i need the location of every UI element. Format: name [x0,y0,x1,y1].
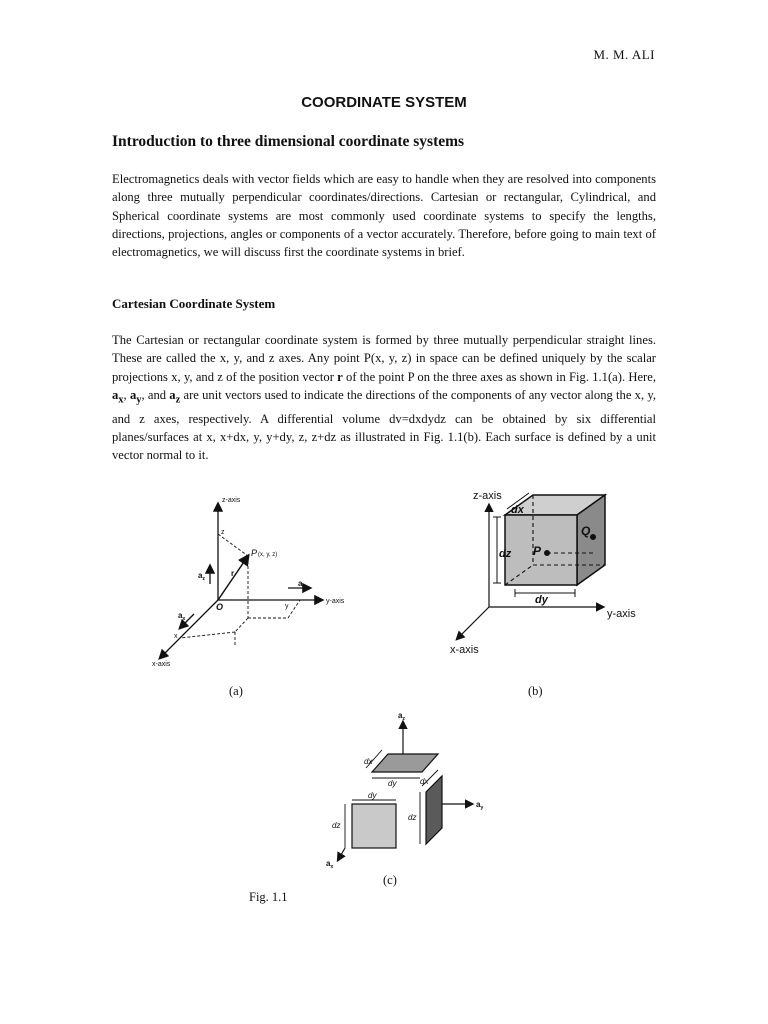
figure-c-caption: (c) [383,873,397,887]
point-P [545,551,550,556]
side-dx-label: dx [420,777,429,786]
text-run: of the point P on the three axes as shown in Fig. 1.1(a). Here, [342,369,656,384]
section-heading-intro: Introduction to three dimensional coordinate systems [112,133,465,150]
z-axis-label: z-axis [473,490,502,502]
origin-label: O [216,602,224,612]
y-axis-label: y-axis [326,598,345,605]
dy-label: dy [535,594,548,606]
ax-label: $a_x$ [326,859,334,870]
x-axis-label: x-axis [152,661,171,668]
figure-a-caption: (a) [229,684,243,698]
P-label: P [533,544,542,558]
ay-label: $a_y$ [476,800,484,811]
ay-label: $a_y$ [298,579,306,590]
unit-vector-az: $a_z$ [169,387,181,406]
ax-label: $a_x$ [178,611,186,622]
unit-vector-ay: $a_y$ [129,387,142,406]
r-label: r [231,569,235,578]
cartesian-paragraph [112,331,656,465]
dx-label: dx [511,504,524,516]
y-tick-label: y [285,603,289,610]
text-run: The Cartesian or rectangular coordinate system is formed by three mutually perpendicular straight lines. These are called the x, y, and z axes. Any point P(x, y, z) in space can be defined uniquely by the scalar projections x, y, and z of the position vector [112,333,656,384]
text-run: , and [141,387,170,402]
intro-paragraph: Electromagnetics deals with vector fields which are easy to handle when they are resolved into components along three mutually perpendicular coordinates/directions. Cartesian or rectangular, Cylindrical, and Spherical coordinate systems are most commonly used coordinate systems to specify the lengths, directions, projections, angles or components of a vector accurately. Therefore, before going to main text of electromagnetics, we will discuss first the coordinate systems in brief. [112,172,656,260]
Q-label: Q [581,524,591,538]
x-tick-label: x [174,633,178,640]
top-surface [372,754,438,772]
front-dz-label: dz [332,821,341,830]
y-axis-label: y-axis [607,608,636,620]
unit-vector-ax: $a_x$ [112,387,124,406]
ax-vector [338,848,345,860]
figure-c-diagram [320,710,500,870]
vector-r: r [337,369,343,384]
author-name: M. M. ALI [593,47,655,62]
z-axis-label: z-axis [222,497,241,504]
x-axis-label: x-axis [450,644,479,656]
side-surface [426,776,442,844]
point-Q [591,535,596,540]
figure-b-diagram [445,485,675,660]
az-label: $a_z$ [398,711,405,722]
x-axis-line [457,607,489,639]
front-surface [352,804,396,848]
dz-label: dz [499,548,512,560]
figure-a-diagram [140,490,370,675]
figure-label: Fig. 1.1 [249,890,288,904]
text-run: , [123,387,130,402]
top-dx-label: dx [364,757,373,766]
point-label: P [251,548,258,558]
top-dy-label: dy [388,779,397,788]
page-title: COORDINATE SYSTEM [301,94,467,111]
text-run: are unit vectors used to indicate the directions of the components of any vector along the x, y, and z axes, respectively. A differential volume dv=dxdydz can be obtained by six differential planes/surfaces at x, x+dx, y, y+dy, z, z+dz as illustrated in Fig. 1.1(b). Each surface is defined by a unit vector normal to it. [112,387,656,463]
figure-b-caption: (b) [528,684,543,698]
section-heading-cartesian: Cartesian Coordinate System [112,296,276,311]
position-vector-r [218,556,248,600]
z-tick-label: z [221,529,225,536]
side-dz-label: dz [408,813,417,822]
point-coords-label: (x, y, z) [258,552,278,558]
front-dy-label: dy [368,791,377,800]
az-label: $a_z$ [198,571,205,582]
x-axis-line [160,600,218,658]
